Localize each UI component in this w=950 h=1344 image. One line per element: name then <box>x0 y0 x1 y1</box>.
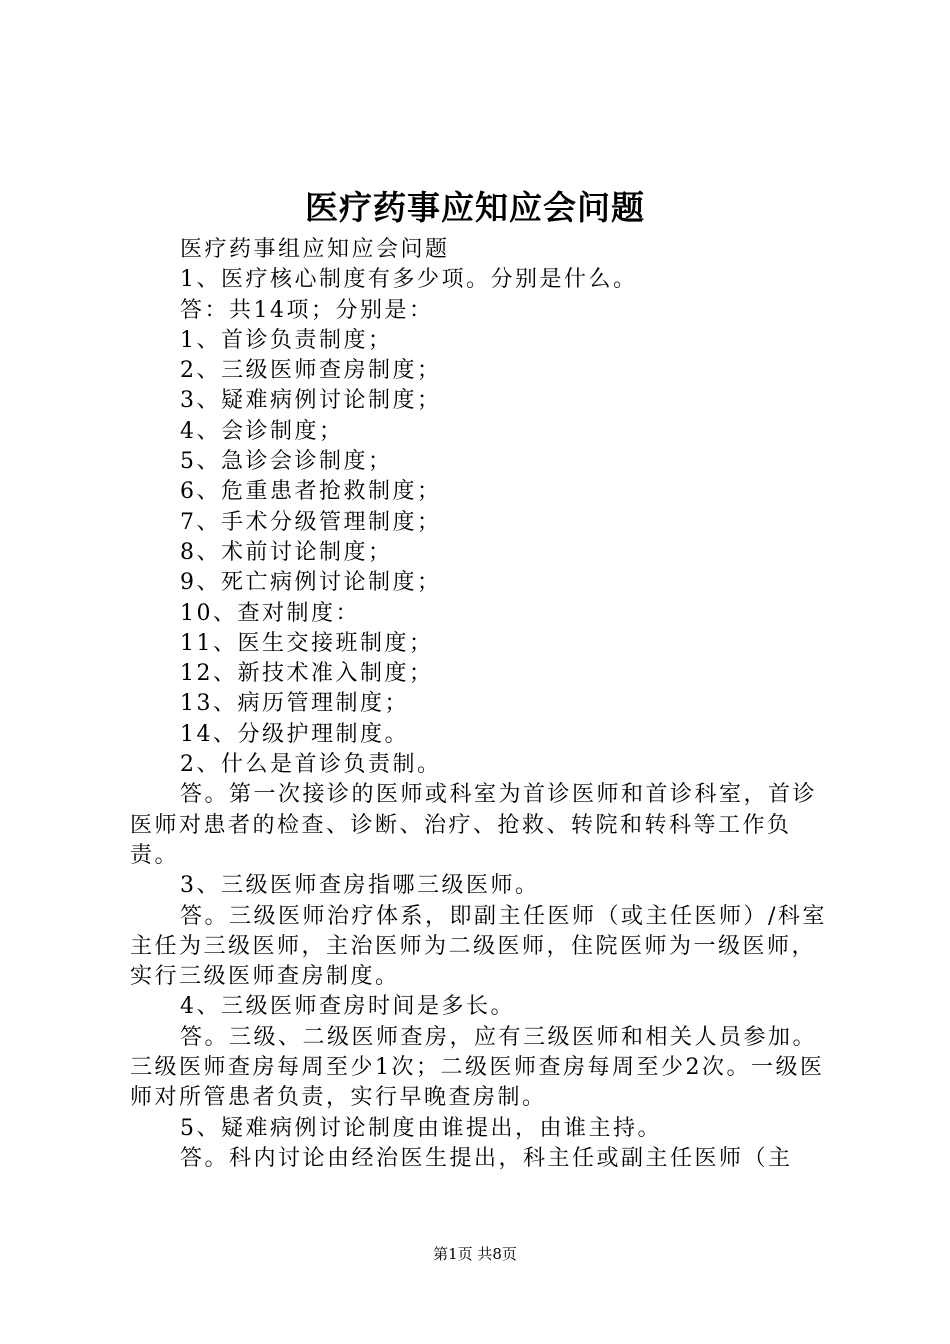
paragraph: 1、医疗核心制度有多少项。分别是什么。 <box>180 267 638 293</box>
paragraph: 医疗药事组应知应会问题 <box>180 237 450 262</box>
question: 2、什么是首诊负责制。 <box>180 752 442 778</box>
list-item: 12、新技术准入制度； <box>180 661 434 687</box>
list-item: 11、医生交接班制度； <box>180 630 434 656</box>
answer: 答。第一次接诊的医师或科室为首诊医师和首诊科室，首诊医师对患者的检查、诊断、治疗、抢救、转院和转科等工作负责。 <box>130 782 818 868</box>
paragraph: 答：共14项；分别是： <box>180 297 434 323</box>
list-item: 5、急诊会诊制度； <box>180 449 393 475</box>
answer: 答。科内讨论由经治医生提出，科主任或副主任医师（主 <box>180 1145 793 1171</box>
list-item: 9、死亡病例讨论制度； <box>180 570 442 596</box>
list-item: 14、分级护理制度。 <box>180 721 409 747</box>
question: 3、三级医师查房指哪三级医师。 <box>180 873 540 899</box>
list-item: 4、会诊制度； <box>180 418 344 444</box>
answer: 答。三级、二级医师查房，应有三级医师和相关人员参加。三级医师查房每周至少1次；二级医师查房每周至少2次。一级医师对所管患者负责，实行早晚查房制。 <box>130 1024 825 1111</box>
list-item: 13、病历管理制度； <box>180 691 409 717</box>
page-footer: 第1页 共8页 <box>433 1245 517 1263</box>
list-item: 3、疑难病例讨论制度； <box>180 388 442 414</box>
document-body <box>130 235 840 1174</box>
question: 5、疑难病例讨论制度由谁提出，由谁主持。 <box>180 1115 662 1141</box>
answer: 答。三级医师治疗体系，即副主任医师（或主任医师）/科室主任为三级医师，主治医师为二级医师，住院医师为一级医师，实行三级医师查房制度。 <box>130 903 827 990</box>
list-item: 7、手术分级管理制度； <box>180 509 442 535</box>
list-item: 1、首诊负责制度； <box>180 327 393 353</box>
document-title: 医疗药事应知应会问题 <box>305 188 645 227</box>
list-item: 8、术前讨论制度； <box>180 539 393 565</box>
list-item: 10、查对制度： <box>180 600 360 626</box>
list-item: 2、三级医师查房制度； <box>180 358 442 384</box>
question: 4、三级医师查房时间是多长。 <box>180 994 515 1020</box>
list-item: 6、危重患者抢救制度； <box>180 479 442 505</box>
